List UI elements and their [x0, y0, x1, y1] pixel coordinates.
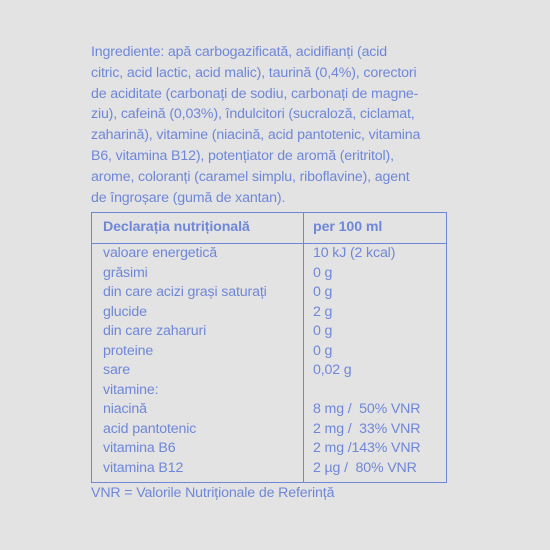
table-row — [92, 303, 446, 323]
nutrient-value: 2 µg / 80% VNR — [313, 459, 417, 476]
nutrition-table — [91, 212, 447, 483]
table-row — [92, 322, 446, 342]
nutrient-value: 2 mg / 33% VNR — [313, 420, 421, 437]
nutrient-value: 2 g — [313, 303, 333, 320]
nutrient-name: niacină — [103, 401, 147, 417]
ingredients-text — [91, 42, 447, 208]
header-per-100ml: per 100 ml — [313, 219, 383, 235]
ingredients-line: de îngroșare (gumă de xantan). — [91, 189, 286, 206]
nutrient-name: vitamina B12 — [103, 459, 184, 476]
nutrient-value: 8 mg / 50% VNR — [313, 401, 421, 417]
nutrition-table-header — [92, 213, 446, 244]
table-row — [92, 420, 446, 440]
table-row — [92, 400, 446, 420]
table-row — [92, 439, 446, 459]
vnr-footnote: VNR = Valorile Nutriționale de Referință — [91, 485, 335, 501]
nutrient-name: vitamina B6 — [103, 440, 176, 456]
nutrient-value: 0 g — [313, 284, 333, 300]
table-row — [92, 264, 446, 284]
ingredients-line: B6, vitamina B12), potențiator de aromă (eritritol), — [91, 147, 394, 164]
table-row — [92, 283, 446, 303]
nutrient-name: acid pantotenic — [103, 420, 197, 437]
table-row — [92, 342, 446, 362]
table-row — [92, 459, 446, 479]
ingredients-line: citric, acid lactic, acid malic), taurină (0,4%), corectori — [91, 64, 417, 81]
nutrient-name: valoare energetică — [103, 245, 218, 261]
nutrient-name: sare — [103, 362, 130, 378]
nutrient-name: din care acizi grași saturați — [103, 284, 267, 300]
header-declaration: Declarația nutrițională — [103, 219, 250, 235]
nutrient-name: proteine — [103, 342, 154, 359]
ingredients-line: de aciditate (carbonați de sodiu, carbonați de magne- — [91, 85, 419, 102]
nutrient-value: 0 g — [313, 342, 333, 359]
table-row — [92, 244, 446, 264]
ingredients-line: Ingrediente: apă carbogazificată, acidifianți (acid — [91, 44, 387, 60]
ingredients-line: zaharină), vitamine (niacină, acid pantotenic, vitamina — [91, 127, 421, 144]
nutrient-name: glucide — [103, 303, 147, 320]
nutrient-value: 0 g — [313, 323, 333, 339]
nutrient-value: 10 kJ (2 kcal) — [313, 245, 396, 261]
nutrient-value: 2 mg /143% VNR — [313, 440, 421, 456]
nutrient-name: grăsimi — [103, 264, 148, 281]
nutrient-name: vitamine: — [103, 381, 159, 398]
ingredients-line: arome, coloranți (caramel simplu, riboflavine), agent — [91, 168, 410, 185]
ingredients-line: ziu), cafeină (0,03%), îndulcitori (sucraloză, ciclamat, — [91, 106, 415, 123]
table-row — [92, 381, 446, 401]
table-row — [92, 361, 446, 381]
nutrient-value: 0 g — [313, 264, 333, 281]
nutrient-value: 0,02 g — [313, 362, 352, 378]
nutrient-name: din care zaharuri — [103, 323, 207, 339]
